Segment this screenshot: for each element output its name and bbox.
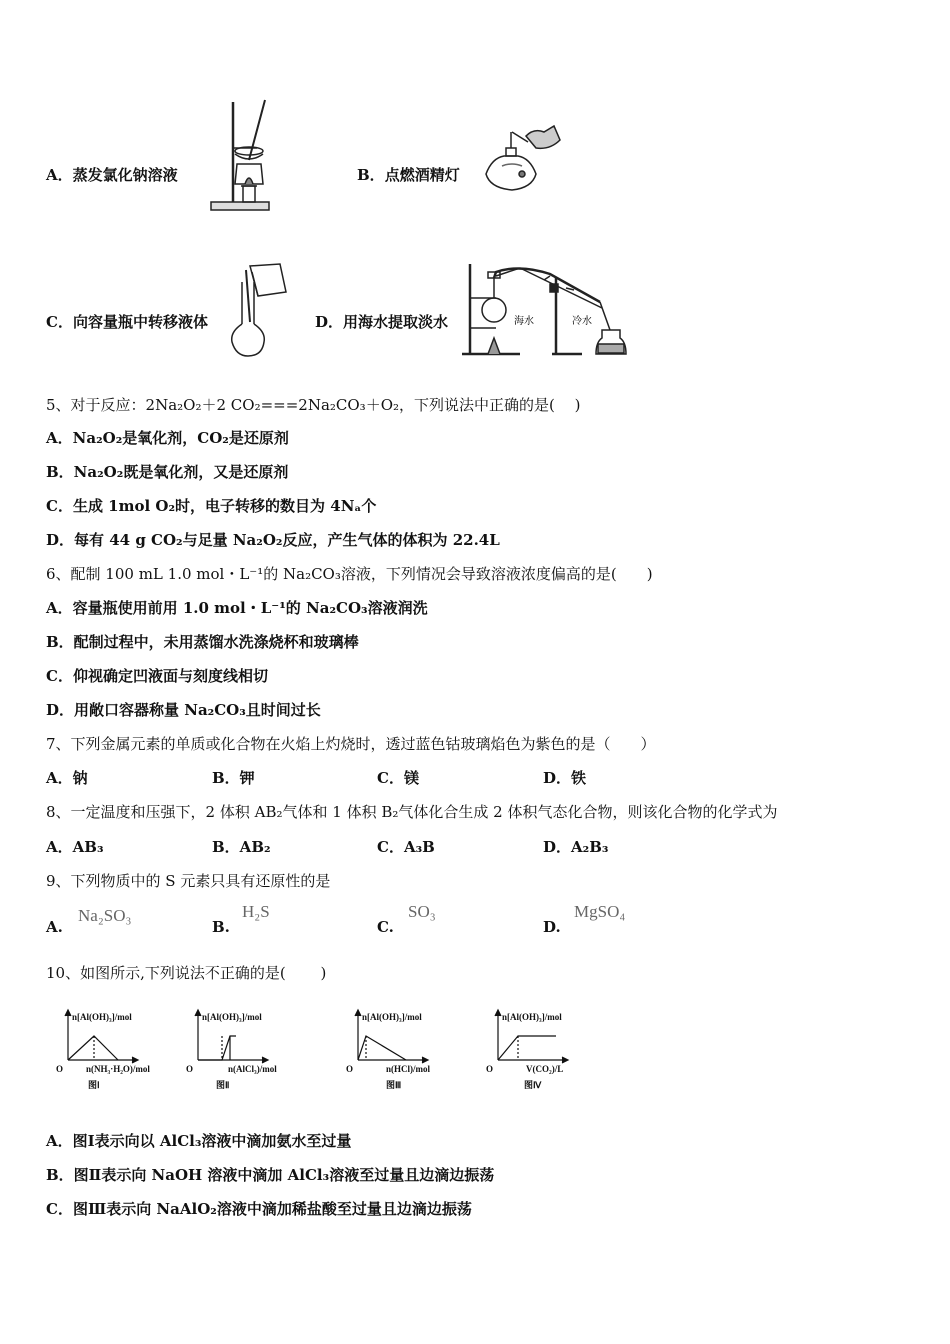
q9-option-c: C. xyxy=(377,918,394,936)
graph-4-ylabel: n[Al(OH)₃]/mol xyxy=(502,1012,562,1022)
graph-4-xlabel: V(CO₂)/L xyxy=(526,1064,564,1074)
q8-option-b: B．AB₂ xyxy=(212,838,271,856)
q5-stem: 5、对于反应：2Na₂O₂＋2 CO₂===2Na₂CO₃＋O₂，下列说法中正确的是( ) xyxy=(46,396,581,414)
option-letter: D． xyxy=(315,313,344,331)
q7-option-b: B．钾 xyxy=(212,769,255,787)
graph-2-ylabel: n[Al(OH)₃]/mol xyxy=(202,1012,262,1022)
q8-option-d: D．A₂B₃ xyxy=(543,838,609,856)
q7-option-c: C．镁 xyxy=(377,769,419,787)
graph-2-origin: O xyxy=(186,1064,194,1074)
option-letter: B． xyxy=(357,166,385,184)
option-letter: C． xyxy=(46,313,73,331)
apparatus-option-b xyxy=(357,164,460,185)
q5-option-b: B．Na₂O₂既是氧化剂，又是还原剂 xyxy=(46,463,289,481)
q8-stem: 8、一定温度和压强下，2 体积 AB₂气体和 1 体积 B₂气体化合生成 2 体积气态化合物，则该化合物的化学式为 xyxy=(46,803,778,821)
apparatus-option-a xyxy=(46,164,178,185)
q9-option-a: A. xyxy=(46,918,63,936)
graph-1-caption: 图Ⅰ xyxy=(88,1080,100,1090)
graph-1-ylabel: n[Al(OH)₃]/mol xyxy=(72,1012,132,1022)
graph-3 xyxy=(346,1008,466,1093)
option-text: 用海水提取淡水 xyxy=(343,313,449,331)
graph-1-xlabel: n(NH₃·H₂O)/mol xyxy=(86,1064,150,1074)
graph-2-caption: 图Ⅱ xyxy=(216,1080,230,1090)
q10-option-c: C．图Ⅲ表示向 NaAlO₂溶液中滴加稀盐酸至过量且边滴边振荡 xyxy=(46,1200,472,1218)
graph-1 xyxy=(56,1008,176,1093)
graph-1-origin: O xyxy=(56,1064,64,1074)
graph-4 xyxy=(486,1008,606,1093)
q8-option-a: A．AB₃ xyxy=(46,838,104,856)
q7-option-a: A．钠 xyxy=(46,769,88,787)
q6-stem: 6、配制 100 mL 1.0 mol・L⁻¹的 Na₂CO₃溶液，下列情况会导致溶液浓度偏高的是( ) xyxy=(46,565,653,583)
q9-option-d: D. xyxy=(543,918,561,936)
graph-3-origin: O xyxy=(346,1064,354,1074)
graph-4-origin: O xyxy=(486,1064,494,1074)
q10-option-b: B．图Ⅱ表示向 NaOH 溶液中滴加 AlCl₃溶液至过量且边滴边振荡 xyxy=(46,1166,495,1184)
q6-option-c: C．仰视确定凹液面与刻度线相切 xyxy=(46,667,268,685)
option-letter: A． xyxy=(46,166,73,184)
distillation-apparatus-image xyxy=(460,258,635,358)
apparatus-option-c xyxy=(46,311,208,332)
apparatus-option-d xyxy=(315,311,448,332)
q5-option-c: C．生成 1mol O₂时，电子转移的数目为 4Nₐ个 xyxy=(46,497,377,515)
sea-water-label: 海水 xyxy=(514,316,534,327)
graph-3-ylabel: n[Al(OH)₃]/mol xyxy=(362,1012,422,1022)
q9-formula-d: MgSO₄ xyxy=(574,902,626,921)
q9-option-b: B. xyxy=(212,918,230,936)
cold-water-label: 冷水 xyxy=(572,316,592,327)
q6-option-d: D．用敞口容器称量 Na₂CO₃且时间过长 xyxy=(46,701,321,719)
option-text: 向容量瓶中转移液体 xyxy=(72,313,208,331)
q6-option-b: B．配制过程中，未用蒸馏水洗涤烧杯和玻璃棒 xyxy=(46,633,359,651)
q8-option-c: C．A₃B xyxy=(377,838,435,856)
q9-formula-c: SO₃ xyxy=(408,902,436,921)
q6-option-a: A．容量瓶使用前用 1.0 mol・L⁻¹的 Na₂CO₃溶液润洗 xyxy=(46,599,428,617)
q7-stem: 7、下列金属元素的单质或化合物在火焰上灼烧时，透过蓝色钴玻璃焰色为紫色的是（ ） xyxy=(46,735,656,753)
option-text: 点燃酒精灯 xyxy=(384,166,460,184)
q9-stem: 9、下列物质中的 S 元素只具有还原性的是 xyxy=(46,872,331,890)
graph-3-xlabel: n(HCl)/mol xyxy=(386,1064,430,1074)
volumetric-flask-image xyxy=(228,262,298,358)
graph-2 xyxy=(186,1008,306,1093)
q5-option-d: D．每有 44 g CO₂与足量 Na₂O₂反应，产生气体的体积为 22.4L xyxy=(46,531,500,549)
q10-stem: 10、如图所示,下列说法不正确的是( ) xyxy=(46,964,327,982)
q10-option-a: A．图Ⅰ表示向以 AlCl₃溶液中滴加氨水至过量 xyxy=(46,1132,352,1150)
graph-2-xlabel: n(AlCl₃)/mol xyxy=(228,1064,277,1074)
q9-formula-b: H₂S xyxy=(242,902,270,921)
graph-3-caption: 图Ⅲ xyxy=(386,1080,402,1090)
q5-option-a: A．Na₂O₂是氧化剂，CO₂是还原剂 xyxy=(46,429,289,447)
graph-4-caption: 图Ⅳ xyxy=(524,1080,542,1090)
alcohol-lamp-image xyxy=(482,122,562,197)
q7-option-d: D．铁 xyxy=(543,769,587,787)
evaporation-apparatus-image xyxy=(205,98,275,213)
q9-formula-a: Na₂SO₃ xyxy=(78,906,132,925)
option-text: 蒸发氯化钠溶液 xyxy=(72,166,178,184)
